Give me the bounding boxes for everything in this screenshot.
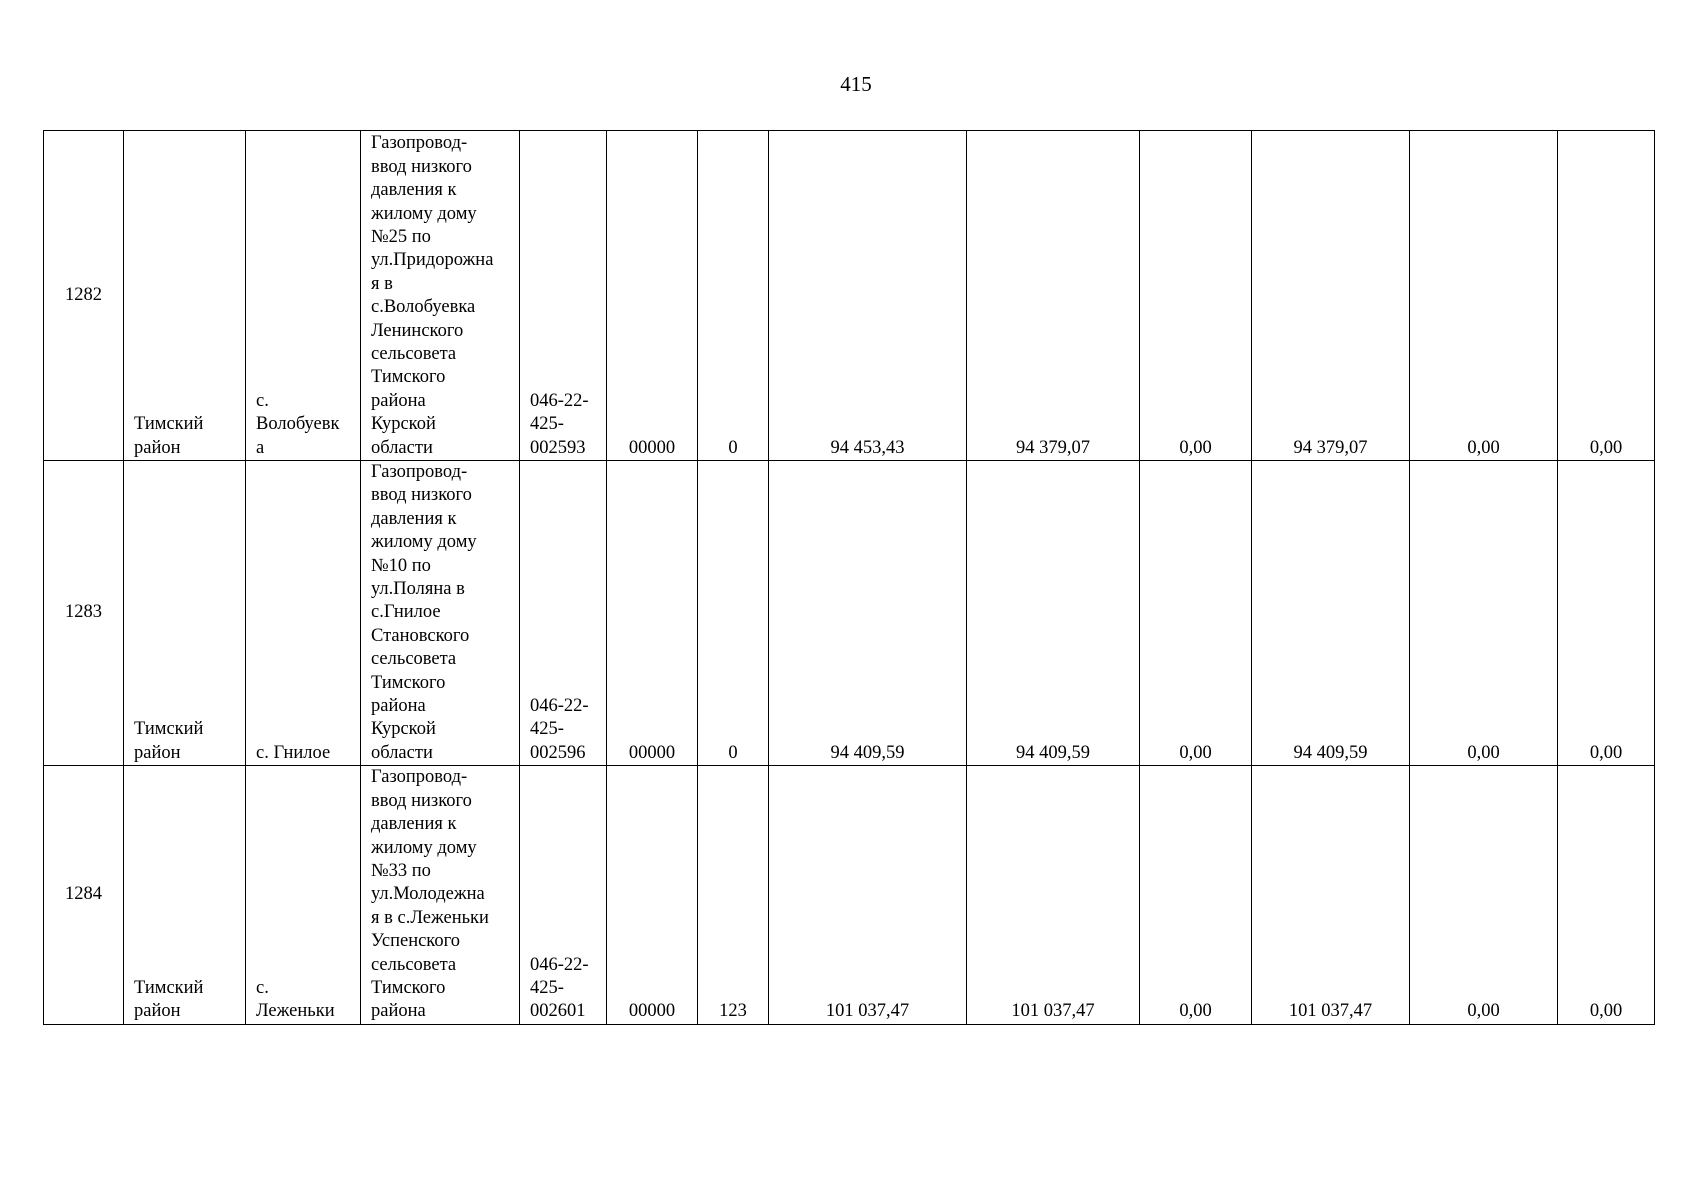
table-row (44, 461, 1655, 766)
value-cell: 0,00 (1410, 766, 1558, 1024)
district-cell: Тимский район (124, 766, 246, 1024)
value-cell: 0,00 (1558, 766, 1655, 1024)
table-row (44, 131, 1655, 461)
value-cell: 0,00 (1140, 461, 1252, 766)
value-cell: 0,00 (1558, 461, 1655, 766)
value-cell: 101 037,47 (1252, 766, 1410, 1024)
locality-cell: с. Волобуевк а (246, 131, 361, 461)
object-description-cell: Газопровод- ввод низкого давления к жилому дому №33 по ул.Молодежна я в с.Леженьки Успенского сельсовета Тимского района (361, 766, 520, 1024)
inventory-code-cell: 046-22- 425- 002593 (520, 131, 607, 461)
row-index-cell: 1284 (44, 766, 124, 1024)
quantity-cell: 123 (698, 766, 769, 1024)
value-cell: 101 037,47 (769, 766, 967, 1024)
locality-cell: с. Гнилое (246, 461, 361, 766)
value-cell: 94 453,43 (769, 131, 967, 461)
table-row (44, 766, 1655, 1024)
value-cell: 94 379,07 (967, 131, 1140, 461)
quantity-cell: 0 (698, 131, 769, 461)
value-cell: 0,00 (1140, 131, 1252, 461)
value-cell: 94 409,59 (769, 461, 967, 766)
value-cell: 0,00 (1140, 766, 1252, 1024)
object-description-cell: Газопровод- ввод низкого давления к жилому дому №10 по ул.Поляна в с.Гнилое Становского сельсовета Тимского района Курской области (361, 461, 520, 766)
quantity-cell: 0 (698, 461, 769, 766)
value-cell: 94 409,59 (967, 461, 1140, 766)
code-cell: 00000 (607, 461, 698, 766)
page-number: 415 (840, 72, 872, 96)
code-cell: 00000 (607, 131, 698, 461)
locality-cell: с. Леженьки (246, 766, 361, 1024)
code-cell: 00000 (607, 766, 698, 1024)
value-cell: 0,00 (1410, 131, 1558, 461)
inventory-code-cell: 046-22- 425- 002601 (520, 766, 607, 1024)
district-cell: Тимский район (124, 131, 246, 461)
district-cell: Тимский район (124, 461, 246, 766)
registry-table (43, 130, 1655, 1025)
row-index-cell: 1282 (44, 131, 124, 461)
value-cell: 94 409,59 (1252, 461, 1410, 766)
value-cell: 0,00 (1558, 131, 1655, 461)
object-description-cell: Газопровод- ввод низкого давления к жилому дому №25 по ул.Придорожна я в с.Волобуевка Ленинского сельсовета Тимского района Курской области (361, 131, 520, 461)
inventory-code-cell: 046-22- 425- 002596 (520, 461, 607, 766)
value-cell: 101 037,47 (967, 766, 1140, 1024)
row-index-cell: 1283 (44, 461, 124, 766)
value-cell: 94 379,07 (1252, 131, 1410, 461)
value-cell: 0,00 (1410, 461, 1558, 766)
